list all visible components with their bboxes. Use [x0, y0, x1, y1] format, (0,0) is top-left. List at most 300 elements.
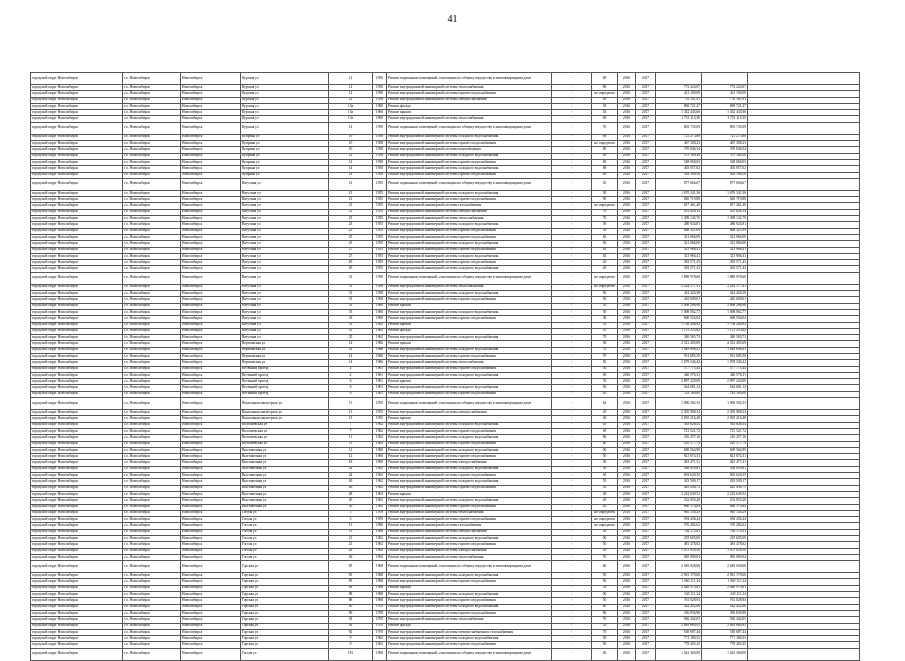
year-from-cell: 2016 [618, 385, 636, 391]
year-from-cell: 2016 [618, 103, 636, 109]
build-year-cell: 1960 [373, 523, 387, 529]
house-number-cell: 85 [329, 561, 373, 573]
house-number-cell: 14 [329, 347, 373, 353]
city-cell: г.о. Новосибирск [123, 561, 181, 573]
year-to-cell: 2017 [636, 435, 656, 441]
cost-total-cell: 692 620,35 [702, 473, 748, 479]
work-description-cell: Ремонт внутридомовой инженерной системы холодного водоснабжения [387, 166, 552, 172]
cost-cell: 303 571,43 [656, 266, 702, 272]
house-number-cell: 90 [329, 610, 373, 616]
unit-cell: - [552, 260, 592, 266]
owner-cell: городской округ Новосибирск [31, 360, 123, 366]
cost-total-cell: 625 436,75 [702, 485, 748, 491]
build-year-cell: 1956 [373, 97, 387, 103]
year-to-cell: 2017 [636, 190, 656, 196]
house-number-cell: 88 [329, 585, 373, 591]
cost-total-cell: 594 436,24 [702, 517, 748, 523]
work-description-cell: Ремонт внутридомовой инженерной системы горячего водоснабжения [387, 366, 552, 372]
street-cell: Курская ул [241, 85, 329, 91]
cost-cell: 2 224 177,41 [656, 284, 702, 290]
cost-total-cell: 370 846,54 [702, 147, 748, 153]
house-number-cell: 33 [329, 316, 373, 322]
build-year-cell: 1962 [373, 491, 387, 497]
district-cell: Новосибирск [181, 322, 241, 328]
owner-cell: городской округ Новосибирск [31, 504, 123, 510]
street-cell: Выставочная ул [241, 491, 329, 497]
build-year-cell: 1961 [373, 379, 387, 385]
city-cell: г.о. Новосибирск [123, 147, 181, 153]
street-cell: Весенний проезд [241, 391, 329, 397]
wear-percent-cell: не определен [592, 510, 618, 516]
table-row [31, 122, 860, 134]
year-to-cell: 2017 [636, 598, 656, 604]
build-year-cell: 1970 [373, 629, 387, 635]
year-to-cell: 2017 [636, 159, 656, 165]
cost-cell: 577 775,44 [656, 366, 702, 372]
city-cell: г.о. Новосибирск [123, 548, 181, 554]
owner-cell: городской округ Новосибирск [31, 585, 123, 591]
house-number-cell: 21 [329, 542, 373, 548]
wear-percent-cell: 70 [592, 617, 618, 623]
district-cell: Новосибирск [181, 604, 241, 610]
unit-cell: - [552, 85, 592, 91]
year-to-cell: 2017 [636, 648, 656, 660]
unit-cell: - [552, 234, 592, 240]
year-to-cell: 2017 [636, 422, 656, 428]
empty-cell [748, 648, 860, 660]
cost-cell: 403 057,62 [656, 166, 702, 172]
build-year-cell: 1955 [373, 209, 387, 215]
house-number-cell: 25 [329, 234, 373, 240]
cost-total-cell: 303 571,43 [702, 266, 748, 272]
city-cell: г.о. Новосибирск [123, 435, 181, 441]
house-number-cell: 10 [329, 147, 373, 153]
house-number-cell: 85 [329, 573, 373, 579]
cost-cell: 433 509,17 [656, 479, 702, 485]
street-cell: Ватутина ул [241, 260, 329, 266]
year-to-cell: 2017 [636, 642, 656, 648]
district-cell: Новосибирск [181, 623, 241, 629]
wear-percent-cell: 50 [592, 291, 618, 297]
year-to-cell: 2017 [636, 103, 656, 109]
unit-cell: - [552, 385, 592, 391]
city-cell: г.о. Новосибирск [123, 272, 181, 284]
year-from-cell: 2016 [618, 216, 636, 222]
district-cell: Новосибирск [181, 435, 241, 441]
unit-cell: - [552, 435, 592, 441]
year-from-cell: 2016 [618, 253, 636, 259]
work-description-cell: Ремонт внутридомовой инженерной системы горячего водоснабжения [387, 260, 552, 266]
unit-cell: - [552, 284, 592, 290]
owner-cell: городской округ Новосибирск [31, 422, 123, 428]
street-cell: Ватутина ул [241, 266, 329, 272]
work-description-cell: Ремонт внутридомовой инженерной системы холодного водоснабжения [387, 422, 552, 428]
year-from-cell: 2016 [618, 447, 636, 453]
city-cell: г.о. Новосибирск [123, 573, 181, 579]
street-cell: Вокзальная магистраль ул [241, 410, 329, 416]
owner-cell: городской округ Новосибирск [31, 134, 123, 140]
city-cell: г.о. Новосибирск [123, 335, 181, 341]
street-cell: Гоголя ул [241, 548, 329, 554]
street-cell: Куприна ул [241, 141, 329, 147]
year-to-cell: 2017 [636, 636, 656, 642]
district-cell: Новосибирск [181, 579, 241, 585]
house-number-cell: 10 [329, 134, 373, 140]
cost-total-cell: 877 666,67 [702, 178, 748, 190]
owner-cell: городской округ Новосибирск [31, 447, 123, 453]
district-cell: Новосибирск [181, 428, 241, 434]
city-cell: г.о. Новосибирск [123, 222, 181, 228]
unit-cell: - [552, 141, 592, 147]
year-from-cell: 2016 [618, 441, 636, 447]
table-row [31, 73, 860, 85]
wear-percent-cell: 30 [592, 309, 618, 315]
street-cell: Ватутина ул [241, 284, 329, 290]
owner-cell: городской округ Новосибирск [31, 116, 123, 122]
unit-cell: - [552, 147, 592, 153]
wear-percent-cell: 50 [592, 473, 618, 479]
house-number-cell: 26 [329, 548, 373, 554]
cost-cell: 480 924,81 [656, 222, 702, 228]
year-to-cell: 2017 [636, 498, 656, 504]
work-description-cell: Ремонт внутридомовой инженерной системы холодного водоснабжения [387, 222, 552, 228]
unit-cell: - [552, 103, 592, 109]
cost-total-cell: 2 222 649,52 [702, 491, 748, 497]
street-cell: Гоголя ул [241, 529, 329, 535]
work-description-cell: Ремонт внутридомовой инженерной системы холодного водоснабжения [387, 309, 552, 315]
work-description-cell: Ремонт внутридомовой инженерной системы холодного водоснабжения [387, 266, 552, 272]
year-to-cell: 2017 [636, 466, 656, 472]
build-year-cell: 1962 [373, 422, 387, 428]
cost-cell: 2 897 220,00 [656, 379, 702, 385]
cost-total-cell: 356 836,98 [702, 610, 748, 616]
work-description-cell: Ремонт внутридомовой инженерной системы газоснабжения [387, 203, 552, 209]
district-cell: Новосибирск [181, 341, 241, 347]
street-cell: Весенний проезд [241, 366, 329, 372]
year-to-cell: 2017 [636, 73, 656, 85]
owner-cell: городской округ Новосибирск [31, 491, 123, 497]
cost-cell: 321 066,00 [656, 234, 702, 240]
house-number-cell: 92 [329, 617, 373, 623]
city-cell: г.о. Новосибирск [123, 172, 181, 178]
wear-percent-cell: 50 [592, 460, 618, 466]
owner-cell: городской округ Новосибирск [31, 172, 123, 178]
city-cell: г.о. Новосибирск [123, 491, 181, 497]
owner-cell: городской округ Новосибирск [31, 153, 123, 159]
owner-cell: городской округ Новосибирск [31, 366, 123, 372]
street-cell: Волочаевская ул [241, 441, 329, 447]
street-cell: Выставочная ул [241, 460, 329, 466]
build-year-cell: 1961 [373, 366, 387, 372]
cost-total-cell: 303 571,43 [702, 260, 748, 266]
wear-percent-cell: не определен [592, 272, 618, 284]
owner-cell: городской округ Новосибирск [31, 353, 123, 359]
cost-cell: 721 521,72 [656, 428, 702, 434]
cost-cell: 1 131 253,62 [656, 328, 702, 334]
build-year-cell: 1958 [373, 134, 387, 140]
year-to-cell: 2017 [636, 561, 656, 573]
work-description-cell: Ремонт внутридомовой инженерной системы горячего водоснабжения [387, 504, 552, 510]
cost-cell: 321 966,41 [656, 253, 702, 259]
cost-total-cell: 600 564,90 [702, 447, 748, 453]
unit-cell: - [552, 504, 592, 510]
cost-cell: 542 422,86 [656, 604, 702, 610]
wear-percent-cell: 50 [592, 385, 618, 391]
year-from-cell: 2016 [618, 398, 636, 410]
cost-total-cell: 660 170,84 [702, 504, 748, 510]
work-description-cell: Ремонт внутридомовой инженерной системы электроснабжения [387, 97, 552, 103]
cost-cell: 778 265,45 [656, 642, 702, 648]
unit-cell: - [552, 454, 592, 460]
build-year-cell: 1958 [373, 284, 387, 290]
year-to-cell: 2017 [636, 228, 656, 234]
year-from-cell: 2016 [618, 460, 636, 466]
wear-percent-cell: 50 [592, 642, 618, 648]
owner-cell: городской округ Новосибирск [31, 466, 123, 472]
owner-cell: городской округ Новосибирск [31, 110, 123, 116]
wear-percent-cell: 69 [592, 116, 618, 122]
cost-total-cell: 803 735,09 [702, 122, 748, 134]
work-description-cell: Ремонт внутридомовой инженерной системы холодного водоснабжения [387, 385, 552, 391]
build-year-cell: 1962 [373, 441, 387, 447]
street-cell: Весенний проезд [241, 372, 329, 378]
unit-cell: - [552, 379, 592, 385]
unit-cell: - [552, 122, 592, 134]
year-from-cell: 2016 [618, 536, 636, 542]
unit-cell: - [552, 303, 592, 309]
year-to-cell: 2017 [636, 116, 656, 122]
year-from-cell: 2016 [618, 466, 636, 472]
cost-cell: 2 865 660,95 [656, 623, 702, 629]
cost-total-cell: 321 066,00 [702, 234, 748, 240]
owner-cell: городской округ Новосибирск [31, 341, 123, 347]
city-cell: г.о. Новосибирск [123, 134, 181, 140]
cost-cell: 771 180,33 [656, 636, 702, 642]
cost-total-cell: 321 966,41 [702, 253, 748, 259]
unit-cell: - [552, 561, 592, 573]
city-cell: г.о. Новосибирск [123, 623, 181, 629]
build-year-cell: 1960 [373, 454, 387, 460]
house-number-cell: 28 [329, 491, 373, 497]
wear-percent-cell: 50 [592, 579, 618, 585]
city-cell: г.о. Новосибирск [123, 260, 181, 266]
owner-cell: городской округ Новосибирск [31, 91, 123, 97]
unit-cell: - [552, 316, 592, 322]
year-to-cell: 2017 [636, 209, 656, 215]
unit-cell: - [552, 360, 592, 366]
city-cell: г.о. Новосибирск [123, 197, 181, 203]
owner-cell: городской округ Новосибирск [31, 272, 123, 284]
cost-cell: 1 756 206,92 [656, 322, 702, 328]
year-from-cell: 2016 [618, 178, 636, 190]
year-to-cell: 2017 [636, 460, 656, 466]
year-from-cell: 2016 [618, 303, 636, 309]
district-cell: Новосибирск [181, 316, 241, 322]
street-cell: Куприна ул [241, 134, 329, 140]
cost-total-cell: 2 035 216,48 [702, 416, 748, 422]
owner-cell: городской округ Новосибирск [31, 122, 123, 134]
year-to-cell: 2017 [636, 554, 656, 560]
city-cell: г.о. Новосибирск [123, 604, 181, 610]
owner-cell: городской округ Новосибирск [31, 178, 123, 190]
cost-total-cell: 771 180,33 [702, 636, 748, 642]
owner-cell: городской округ Новосибирск [31, 517, 123, 523]
city-cell: г.о. Новосибирск [123, 416, 181, 422]
house-number-cell: 7 [329, 428, 373, 434]
district-cell: Новосибирск [181, 573, 241, 579]
work-description-cell: Ремонт фасада [387, 623, 552, 629]
work-description-cell: Ремонт внутридомовой инженерной системы холодного водоснабжения [387, 536, 552, 542]
wear-percent-cell: 65 [592, 234, 618, 240]
house-number-cell: 85 [329, 579, 373, 585]
wear-percent-cell: 35 [592, 322, 618, 328]
work-description-cell: Ремонт внутридомовой инженерной системы горячего водоснабжения [387, 141, 552, 147]
work-description-cell: Ремонт внутридомовой инженерной системы холодного водоснабжения [387, 253, 552, 259]
owner-cell: городской округ Новосибирск [31, 623, 123, 629]
district-cell: Новосибирск [181, 166, 241, 172]
cost-cell: 2 840 975,61 [656, 585, 702, 591]
district-cell: Новосибирск [181, 636, 241, 642]
build-year-cell: 1955 [373, 222, 387, 228]
empty-cell [748, 272, 860, 284]
district-cell: Новосибирск [181, 222, 241, 228]
owner-cell: городской округ Новосибирск [31, 166, 123, 172]
wear-percent-cell: 50 [592, 592, 618, 598]
wear-percent-cell: 45 [592, 178, 618, 190]
cost-cell: 1 008 062,77 [656, 309, 702, 315]
cost-cell: 461 471,31 [656, 460, 702, 466]
city-cell: г.о. Новосибирск [123, 517, 181, 523]
build-year-cell: 1960 [373, 303, 387, 309]
wear-percent-cell: 50 [592, 447, 618, 453]
wear-percent-cell: 35 [592, 303, 618, 309]
cost-total-cell: 563 826,54 [702, 422, 748, 428]
street-cell: Гоголя ул [241, 536, 329, 542]
empty-cell [748, 178, 860, 190]
district-cell: Новосибирск [181, 247, 241, 253]
year-to-cell: 2017 [636, 479, 656, 485]
empty-cell [748, 398, 860, 410]
unit-cell: - [552, 159, 592, 165]
wear-percent-cell: 55 [592, 485, 618, 491]
work-description-cell: Ремонт внутридомовой инженерной системы горячего водоснабжения [387, 473, 552, 479]
cost-cell: 445 609,61 [656, 297, 702, 303]
year-from-cell: 2016 [618, 410, 636, 416]
work-description-cell: Ремонт крыши [387, 491, 552, 497]
district-cell: Новосибирск [181, 347, 241, 353]
city-cell: г.о. Новосибирск [123, 542, 181, 548]
build-year-cell: 1960 [373, 316, 387, 322]
owner-cell: городской округ Новосибирск [31, 473, 123, 479]
unit-cell: - [552, 197, 592, 203]
build-year-cell: 1962 [373, 428, 387, 434]
street-cell: Ватутина ул [241, 335, 329, 341]
district-cell: Новосибирск [181, 122, 241, 134]
cost-cell: 467 308,23 [656, 141, 702, 147]
table-row [31, 561, 860, 573]
wear-percent-cell: 70 [592, 353, 618, 359]
year-to-cell: 2017 [636, 428, 656, 434]
owner-cell: городской округ Новосибирск [31, 573, 123, 579]
city-cell: г.о. Новосибирск [123, 216, 181, 222]
year-from-cell: 2016 [618, 347, 636, 353]
cost-cell: 721 273,88 [656, 134, 702, 140]
year-to-cell: 2017 [636, 379, 656, 385]
build-year-cell: 1970 [373, 604, 387, 610]
city-cell: г.о. Новосибирск [123, 228, 181, 234]
unit-cell: - [552, 190, 592, 196]
unit-cell: - [552, 372, 592, 378]
unit-cell: - [552, 272, 592, 284]
cost-cell: 920 719,88 [656, 197, 702, 203]
work-description-cell: Ремонт внутридомовой инженерной системы холодного водоснабжения [387, 498, 552, 504]
work-description-cell: Ремонт внутридомовой инженерной системы горячего водоснабжения [387, 428, 552, 434]
cost-cell: 235 605,00 [656, 536, 702, 542]
district-cell: Новосибирск [181, 610, 241, 616]
street-cell: Горская ул [241, 592, 329, 598]
cost-cell: 1 751 115,30 [656, 116, 702, 122]
year-to-cell: 2017 [636, 241, 656, 247]
cost-total-cell: 721 273,88 [702, 134, 748, 140]
year-to-cell: 2017 [636, 536, 656, 542]
cost-total-cell: 1 670 341,36 [702, 190, 748, 196]
house-number-cell: 13 [329, 398, 373, 410]
cost-total-cell: 1 751 115,30 [702, 116, 748, 122]
cost-cell: 340 576,31 [656, 372, 702, 378]
year-from-cell: 2016 [618, 592, 636, 598]
cost-total-cell: 304 168,56 [702, 172, 748, 178]
year-from-cell: 2016 [618, 284, 636, 290]
wear-percent-cell: 69 [592, 85, 618, 91]
build-year-cell: 1968 [373, 579, 387, 585]
cost-cell [656, 73, 702, 85]
work-description-cell: Ремонт крыши [387, 303, 552, 309]
district-cell: Новосибирск [181, 554, 241, 560]
build-year-cell: 1966 [373, 341, 387, 347]
owner-cell: городской округ Новосибирск [31, 379, 123, 385]
year-to-cell: 2017 [636, 617, 656, 623]
wear-percent-cell: 69 [592, 159, 618, 165]
year-to-cell: 2017 [636, 272, 656, 284]
district-cell: Новосибирск [181, 398, 241, 410]
wear-percent-cell: 40 [592, 648, 618, 660]
cost-cell: 877 666,67 [656, 178, 702, 190]
street-cell: Выставочная ул [241, 498, 329, 504]
wear-percent-cell: 70 [592, 216, 618, 222]
year-from-cell: 2016 [618, 428, 636, 434]
cost-cell: 1 622 360,00 [656, 648, 702, 660]
cost-total-cell: 965 089,04 [702, 554, 748, 560]
empty-cell [748, 122, 860, 134]
owner-cell: городской округ Новосибирск [31, 260, 123, 266]
year-to-cell: 2017 [636, 610, 656, 616]
cost-cell: 803 735,09 [656, 122, 702, 134]
build-year-cell: 1962 [373, 504, 387, 510]
district-cell: Новосибирск [181, 203, 241, 209]
work-description-cell: Ремонт внутридомовой инженерной системы холодного водоснабжения [387, 604, 552, 610]
cost-cell: 776 161,91 [656, 97, 702, 103]
unit-cell: - [552, 636, 592, 642]
street-cell: Курская ул [241, 91, 329, 97]
unit-cell: - [552, 110, 592, 116]
street-cell: Горская ул [241, 579, 329, 585]
district-cell: Новосибирск [181, 542, 241, 548]
build-year-cell: 1961 [373, 391, 387, 397]
build-year-cell: 1959 [373, 510, 387, 516]
city-cell: г.о. Новосибирск [123, 153, 181, 159]
wear-percent-cell: 35 [592, 103, 618, 109]
cost-total-cell: 461 471,31 [702, 460, 748, 466]
